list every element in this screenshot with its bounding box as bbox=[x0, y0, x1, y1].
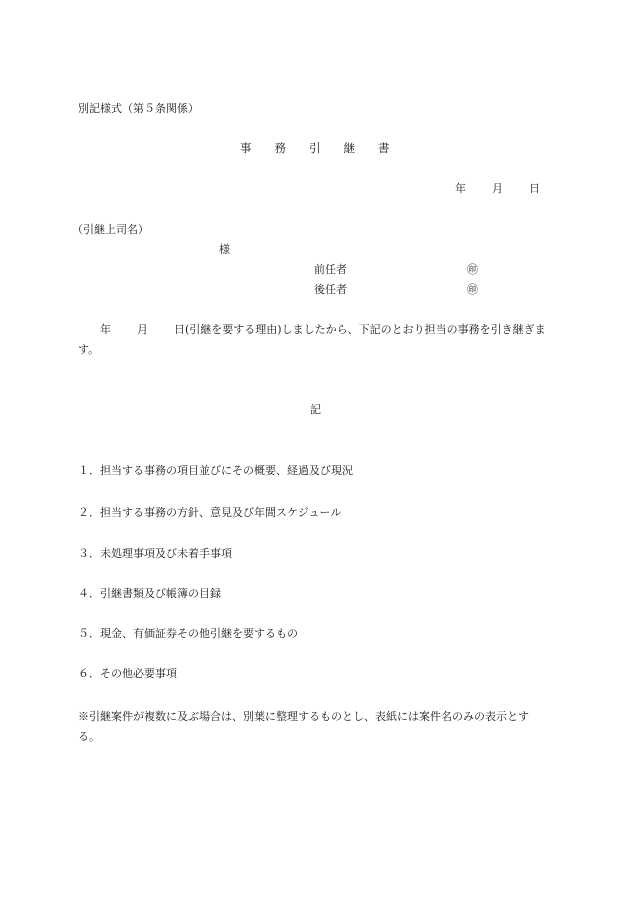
list-item bbox=[78, 465, 353, 476]
predecessor-seal: ㊞ bbox=[467, 263, 478, 276]
intro-year: 年 bbox=[100, 323, 111, 336]
item-number: ５． bbox=[78, 627, 100, 640]
addressee-label: （引継上司名） bbox=[72, 223, 149, 236]
item-number: ２． bbox=[78, 506, 100, 519]
date-day: 日 bbox=[529, 182, 540, 195]
item-text: 未処理事項及び未着手事項 bbox=[100, 547, 232, 560]
intro-month: 月 bbox=[137, 323, 148, 336]
successor-label: 後任者 bbox=[314, 283, 347, 296]
addressee-honorific: 様 bbox=[219, 243, 230, 256]
date-month: 月 bbox=[492, 182, 503, 195]
document-title: 事務引継書 bbox=[240, 141, 413, 155]
intro-text: 日(引継を要する理由)しましたから、下記のとおり担当の事務を引き継ぎます。 bbox=[78, 323, 546, 356]
list-item bbox=[78, 548, 232, 559]
item-number: １． bbox=[78, 464, 100, 477]
item-text: その他必要事項 bbox=[100, 667, 177, 680]
list-item bbox=[78, 507, 341, 518]
record-label: 記 bbox=[310, 403, 321, 416]
item-number: ４． bbox=[78, 587, 100, 600]
footnote: ※引継案件が複数に及ぶ場合は、別葉に整理するものとし、表紙には案件名のみの表示とする。 bbox=[78, 710, 529, 743]
successor-seal: ㊞ bbox=[467, 283, 478, 296]
item-text: 現金、有価証券その他引継を要するもの bbox=[100, 627, 298, 640]
date-year: 年 bbox=[455, 182, 466, 195]
item-number: ３． bbox=[78, 547, 100, 560]
predecessor-label: 前任者 bbox=[314, 263, 347, 276]
intro-paragraph bbox=[78, 320, 550, 360]
item-text: 担当する事務の項目並びにその概要、経過及び現況 bbox=[100, 464, 353, 477]
item-number: ６． bbox=[78, 667, 100, 680]
form-label: 別記様式（第５条関係） bbox=[78, 102, 199, 115]
date-line bbox=[455, 183, 540, 194]
list-item bbox=[78, 628, 298, 639]
list-item bbox=[78, 588, 221, 599]
list-item bbox=[78, 668, 177, 679]
item-text: 引継書類及び帳簿の目録 bbox=[100, 587, 221, 600]
item-text: 担当する事務の方針、意見及び年間スケジュール bbox=[100, 506, 342, 519]
